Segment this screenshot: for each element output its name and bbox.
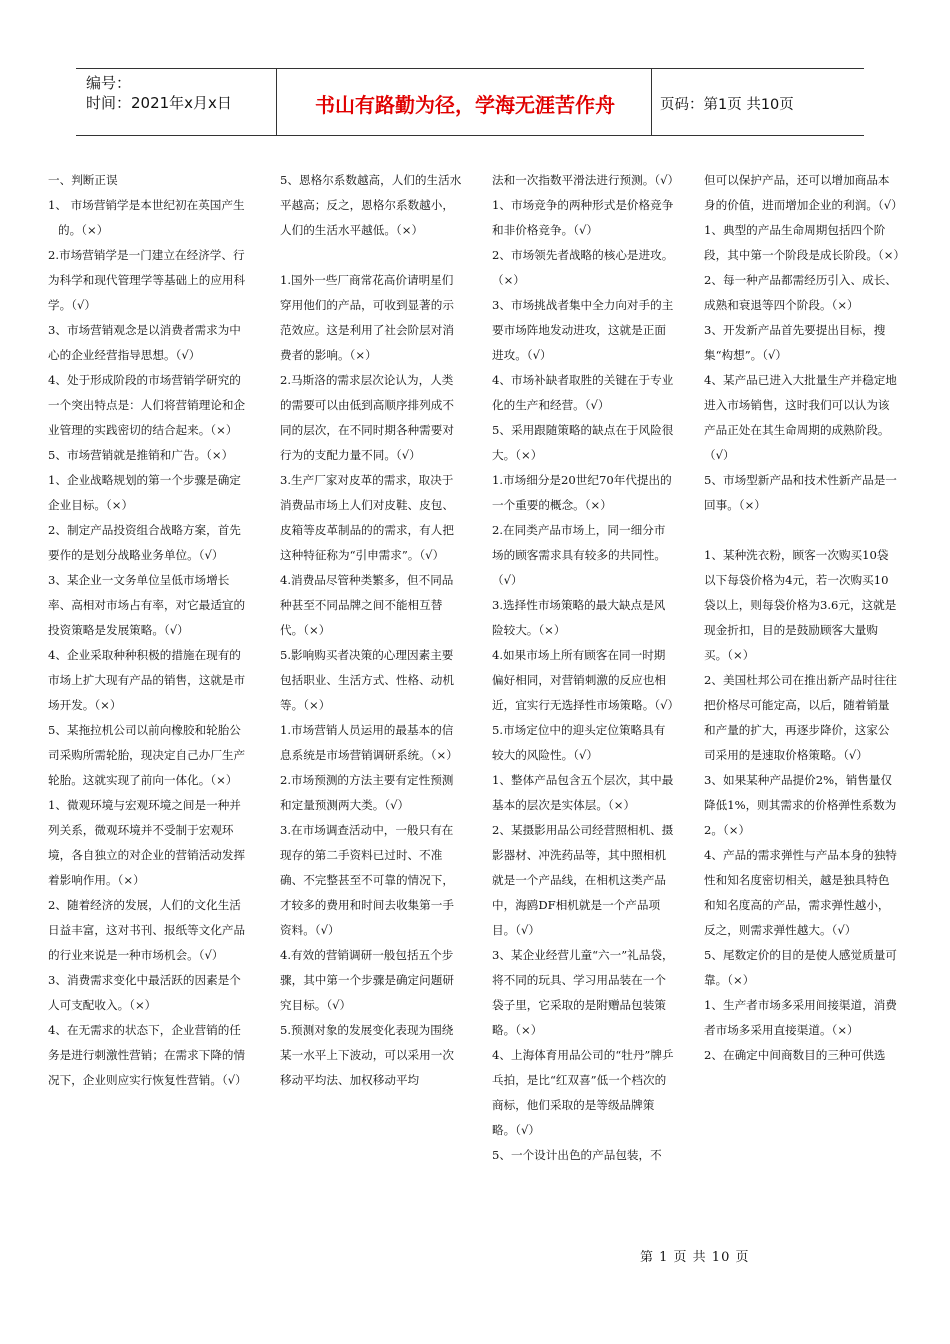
question-item: 5、市场型新产品和技术性新产品是一回事。（×） [704,473,897,512]
question-item: 1、市场竞争的两种形式是价格竞争和非价格竞争。（√） [492,198,674,237]
question-item: 4、企业采取种种积极的措施在现有的市场上扩大现有产品的销售，这就是市场开发。（×） [48,648,246,712]
question-item: 4、上海体育用品公司的“牡丹”牌乒乓拍，是比“红双喜”低一个档次的商标，他们采取的是等级品牌策略。（√） [492,1048,674,1137]
question-item: 4、产品的需求弹性与产品本身的独特性和知名度密切相关，越是独具特色和知名度高的产品，需求弹性越小，反之，则需求弹性越大。（√） [704,848,897,937]
question-item: 2、市场领先者战略的核心是进攻。（×） [492,248,674,287]
question-item: 5、尾数定价的目的是使人感觉质量可靠。（×） [704,948,897,987]
question-item: 2、在确定中间商数目的三种可供选 [704,1048,886,1062]
question-item: 3、消费需求变化中最活跃的因素是个人可支配收入。（×） [48,973,241,1012]
question-item: 5、采用跟随策略的缺点在于风险很大。（×） [492,423,674,462]
question-item: 1、企业战略规划的第一个步骤是确定企业目标。（×） [48,473,241,512]
question-item: 2.市场预测的方法主要有定性预测和定量预测两大类。（√） [280,773,454,812]
text-column-1 [48,168,248,1093]
question-item: 2.市场营销学是一门建立在经济学、行为科学和现代管理学等基础上的应用科学。（√） [48,248,246,312]
question-item: 3、如果某种产品提价2%，销售量仅降低1%，则其需求的价格弹性系数为2。（×） [704,773,897,837]
question-item: 1.市场细分是20世纪70年代提出的一个重要的概念。（×） [492,473,672,512]
text-column-2 [280,168,462,1093]
text-column-4 [704,168,906,1068]
question-item: 3.生产厂家对皮革的需求，取决于消费品市场上人们对皮鞋、皮包、皮箱等皮革制品的的需求，有人把这种特征称为“引申需求”。（√） [280,473,454,562]
header-meta [86,73,276,113]
time-label: 时间：2021年x月x日 [86,94,232,112]
question-item: 1、生产者市场多采用间接渠道，消费者市场多采用直接渠道。（×） [704,998,897,1037]
header-divider [651,69,652,135]
number-label: 编号： [86,74,132,92]
page-footer: 第 1 页 共 10 页 [640,1250,750,1265]
question-item: 4.有效的营销调研一般包括五个步骤，其中第一个步骤是确定问题研究目标。（√） [280,948,454,1012]
question-item: 5.影响购买者决策的心理因素主要包括职业、生活方式、性格、动机等。（×） [280,648,454,712]
section-heading: 一、判断正误 [48,173,118,187]
question-item: 5、一个设计出色的产品包装，不 [492,1148,662,1162]
question-item: 1.国外一些厂商常花高价请明星们穿用他们的产品，可收到显著的示范效应。这是利用了社会阶层对消费者的影响。（×） [280,273,454,362]
question-item: 2、美国杜邦公司在推出新产品时往往把价格尽可能定高，以后，随着销量和产量的扩大，再逐步降价，这家公司采用的是速取价格策略。（√） [704,673,897,762]
header-motto: 书山有路勤为径，学海无涯苦作舟 [315,93,615,117]
question-item: 但可以保护产品，还可以增加商品本身的价值，进而增加企业的利润。（√） [704,173,903,212]
question-item: 4、市场补缺者取胜的关键在于专业化的生产和经营。（√） [492,373,674,412]
question-item: 1、 市场营销学是本世纪初在英国产生的。（×） [48,198,245,237]
question-item: 4.如果市场上所有顾客在同一时期偏好相同，对营销刺激的反应也相近，宜实行无选择性市场策略。（√） [492,648,680,712]
blank-line [280,243,462,268]
header-page-label: 页码：第1页 共10页 [660,97,794,113]
question-item: 3、市场挑战者集中全力向对手的主要市场阵地发动进攻，这就是正面进攻。（√） [492,298,674,362]
page-header [76,68,864,136]
question-item: 1.市场营销人员运用的最基本的信息系统是市场营销调研系统。（×） [280,723,458,762]
question-item: 5.市场定位中的迎头定位策略具有较大的风险性。（√） [492,723,666,762]
question-item: 2.在同类产品市场上，同一细分市场的顾客需求具有较多的共同性。（√） [492,523,666,587]
question-item: 3、某企业一文务单位呈低市场增长率、高相对市场占有率，对它最适宜的投资策略是发展策略。（√） [48,573,246,637]
question-item: 5、某拖拉机公司以前向橡胶和轮胎公司采购所需轮胎，现决定自己办厂生产轮胎。这就实现了前向一体化。（×） [48,723,246,787]
text-column-3 [492,168,680,1168]
question-item: 3、某企业经营儿童“六一”礼品袋，将不同的玩具、学习用品装在一个袋子里，它采取的是附赠品包装策略。（×） [492,948,674,1037]
question-item: 4.消费品尽管种类繁多，但不同品种甚至不同品牌之间不能相互替代。（×） [280,573,454,637]
question-item: 2.马斯洛的需求层次论认为，人类的需要可以由低到高顺序排列成不同的层次，在不同时期各种需要对行为的支配力量不同。（√） [280,373,454,462]
question-item: 1、整体产品包含五个层次，其中最基本的层次是实体层。（×） [492,773,674,812]
question-item: 1、某种洗衣粉，顾客一次购买10袋以下每袋价格为4元，若一次购买10袋以上，则每袋价格为3.6元，这就是现金折扣，目的是鼓励顾客大量购买。（×） [704,548,897,662]
question-item: 2、某摄影用品公司经营照相机、摄影器材、冲洗药品等，其中照相机就是一个产品线，在相机这类产品中，海鸥DF相机就是一个产品项目。（√） [492,823,674,937]
question-item: 1、典型的产品生命周期包括四个阶段，其中第一个阶段是成长阶段。（×） [704,223,906,262]
question-item: 4、处于形成阶段的市场营销学研究的一个突出特点是：人们将营销理论和企业管理的实践密切的结合起来。（×） [48,373,246,437]
question-item: 5、市场营销就是推销和广告。（×） [48,448,234,462]
question-item: 4、某产品已进入大批量生产并稳定地进入市场销售，这时我们可以认为该产品正处在其生命周期的成熟阶段。（√） [704,373,897,462]
question-item: 1、微观环境与宏观环境之间是一种并列关系，微观环境并不受制于宏观环境，各自独立的对企业的营销活动发挥着影响作用。（×） [48,798,246,887]
blank-line [704,518,900,543]
question-item: 法和一次指数平滑法进行预测。（√） [492,173,680,187]
header-divider [276,69,277,135]
question-item: 3、开发新产品首先要提出目标，搜集“构想”。（√） [704,323,886,362]
question-item: 3、市场营销观念是以消费者需求为中心的企业经营指导思想。（√） [48,323,241,362]
question-item: 2、制定产品投资组合战略方案，首先要作的是划分战略业务单位。（√） [48,523,241,562]
question-item: 4、在无需求的状态下，企业营销的任务是进行刺激性营销；在需求下降的情况下，企业则应实行恢复性营销。（√） [48,1023,247,1087]
question-item: 2、随着经济的发展，人们的文化生活日益丰富，这对书刊、报纸等文化产品的行业来说是一种市场机会。（√） [48,898,246,962]
question-item: 3.在市场调查活动中，一般只有在现存的第二手资料已过时、不准确、不完整甚至不可靠的情况下，才较多的费用和时间去收集第一手资料。（√） [280,823,454,937]
question-item: 3.选择性市场策略的最大缺点是风险较大。（×） [492,598,666,637]
question-item: 2、每一种产品都需经历引入、成长、成熟和衰退等四个阶段。（×） [704,273,897,312]
question-item: 5.预测对象的发展变化表现为围绕某一水平上下波动，可以采用一次移动平均法、加权移动平均 [280,1023,454,1087]
question-item: 5、恩格尔系数越高，人们的生活水平越高；反之，恩格尔系数越小，人们的生活水平越低。（×） [280,173,462,237]
